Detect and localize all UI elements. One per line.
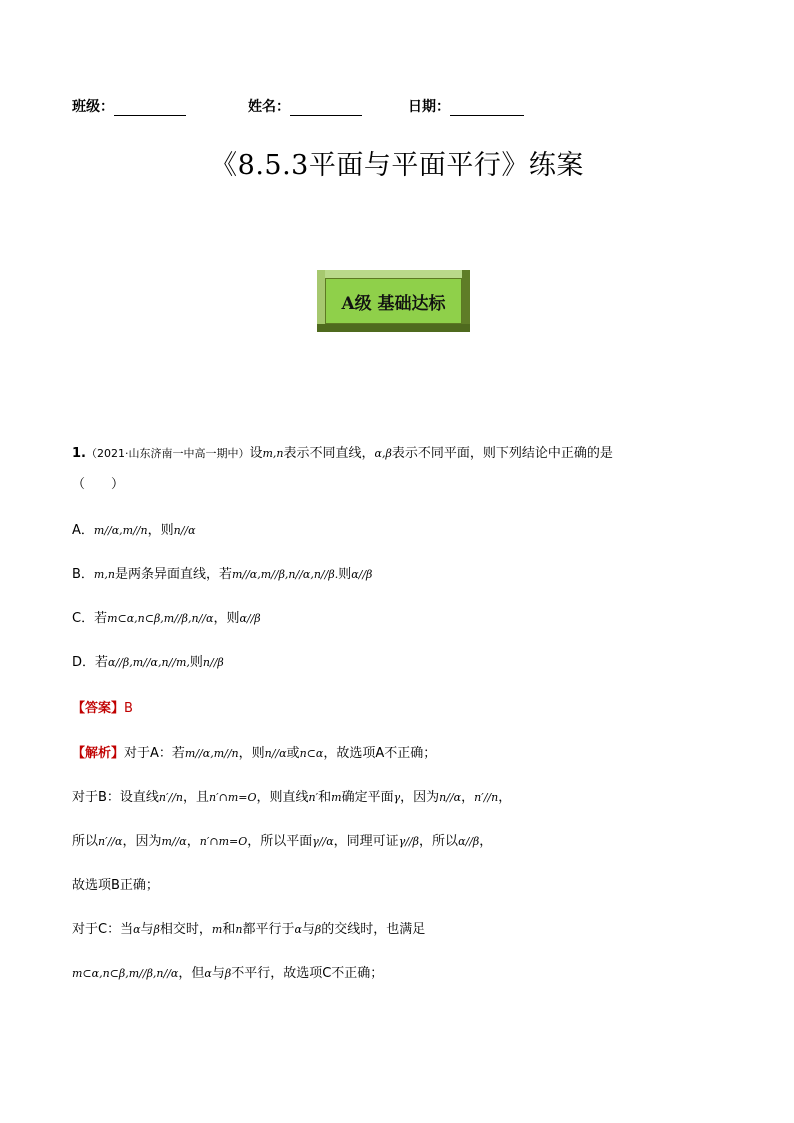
answer-paren: （ ） — [72, 477, 125, 492]
question-source: （2021·山东济南一中高一期中） — [85, 447, 250, 460]
answer-line — [72, 700, 133, 718]
name-field — [248, 96, 362, 116]
date-field — [408, 96, 524, 116]
analysis-tag: 【解析】 — [72, 746, 125, 761]
analysis-line-6: m⊂α,n⊂β,m//β,n//α，但α与β不平行，故选项C不正确； — [72, 966, 384, 981]
analysis-line-4: 故选项B正确； — [72, 878, 159, 893]
analysis-line-1: 【解析】对于A：若m//α,m//n，则n//α或n⊂α，故选项A不正确； — [72, 746, 437, 761]
date-label: 日期： — [408, 99, 450, 115]
analysis-line-3: 所以n′//α，因为m//α，n′∩m=O，所以平面γ//α，同理可证γ//β，所以α//β， — [72, 834, 493, 849]
option-d[interactable]: D．若α//β,m//α,n//m,则n//β — [72, 655, 224, 670]
option-b[interactable]: B．m,n是两条异面直线，若m//α,m//β,n//α,n//β.则α//β — [72, 567, 373, 582]
page-title: 《8.5.3平面与平面平行》练案 — [210, 150, 584, 181]
question-stem: 1.（2021·山东济南一中高一期中）设m,n表示不同直线，α,β表示不同平面，则下列结论中正确的是 — [72, 446, 613, 461]
date-blank[interactable] — [450, 101, 524, 116]
class-blank[interactable] — [114, 101, 186, 116]
name-label: 姓名： — [248, 99, 290, 115]
question-number: 1. — [72, 446, 86, 461]
level-badge — [317, 270, 470, 332]
option-a[interactable]: A．m//α,m//n，则n//α — [72, 523, 196, 538]
name-blank[interactable] — [290, 101, 362, 116]
option-c[interactable]: C．若m⊂α,n⊂β,m//β,n//α，则α//β — [72, 611, 261, 626]
level-badge-label: A级 基础达标 — [325, 278, 462, 324]
answer-tag: 【答案】 — [72, 701, 125, 716]
analysis-line-2: 对于B：设直线n′//n，且n′∩m=O，则直线n′和m确定平面γ，因为n//α，n′//n， — [72, 790, 512, 805]
analysis-line-5: 对于C：当α与β相交时，m和n都平行于α与β的交线时，也满足 — [72, 922, 426, 937]
class-field — [72, 96, 186, 116]
class-label: 班级： — [72, 99, 114, 115]
answer-value: B — [124, 701, 133, 716]
